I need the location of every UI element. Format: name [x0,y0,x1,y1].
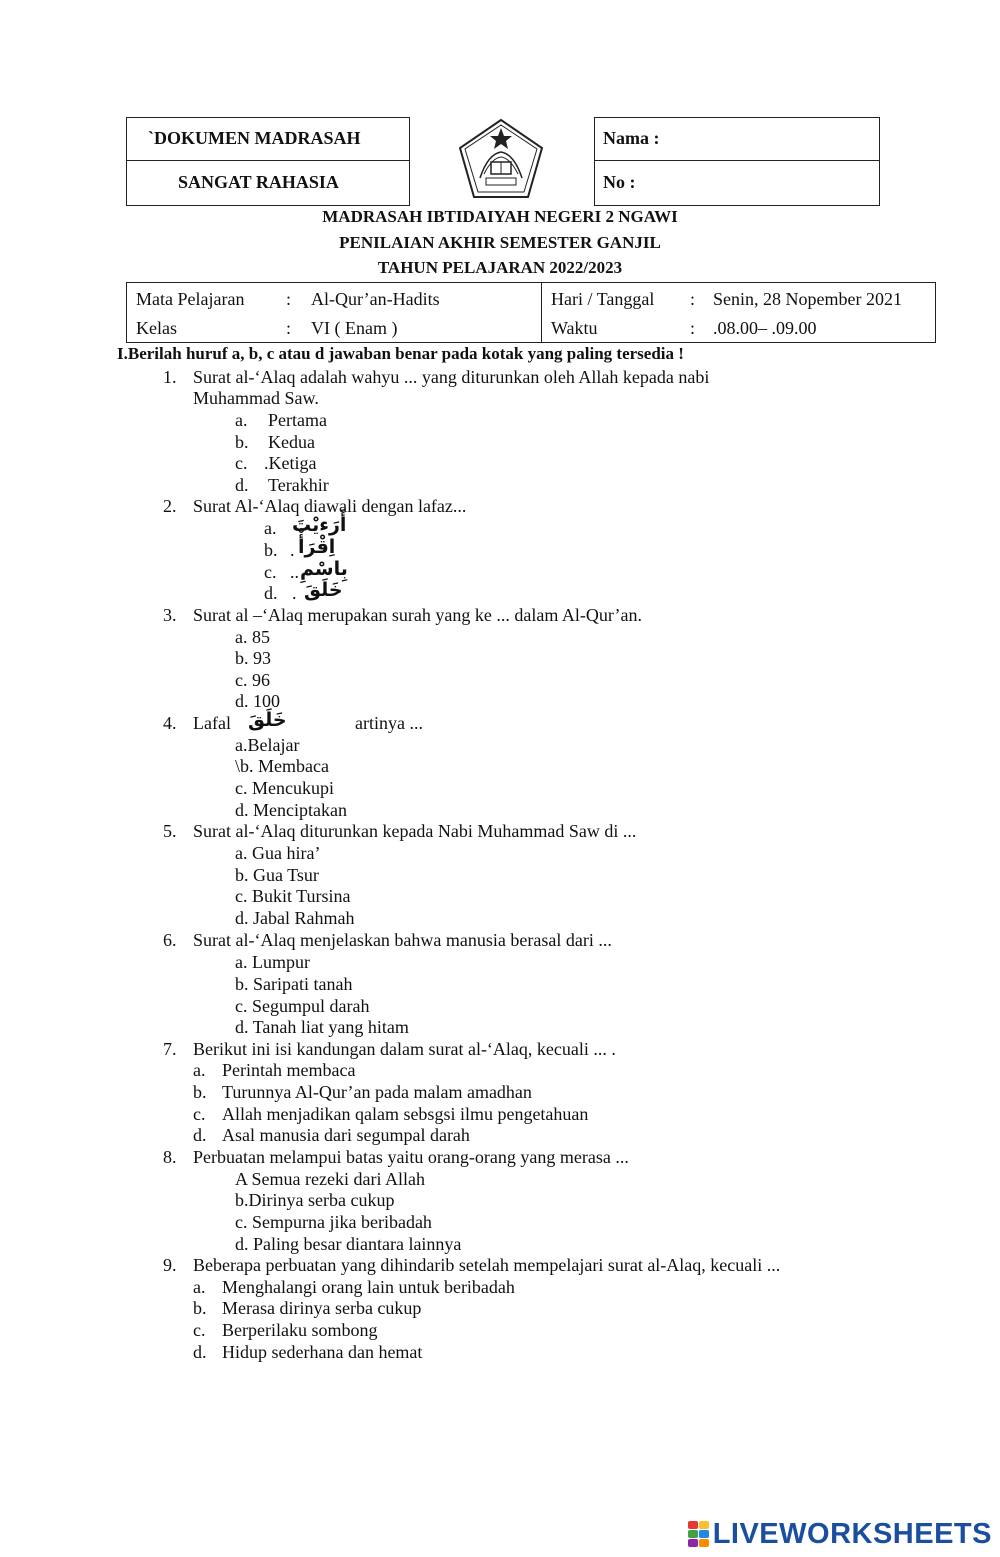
instruction: I.Berilah huruf a, b, c atau d jawaban benar pada kotak yang paling tersedia ! [117,344,684,363]
waktu-value: .08.00– .09.00 [713,318,817,338]
name-field-label: Nama : [603,128,660,148]
question-number: 2. [163,496,177,516]
option: \b. Membaca [235,756,329,776]
liveworksheets-text: LIVEWORKSHEETS [712,1517,992,1550]
option-text: Allah menjadikan qalam sebsgsi ilmu pengetahuan [222,1104,589,1124]
header-right-bottom-box [594,160,880,206]
question-text: Surat Al-‘Alaq diawali dengan lafaz... [193,496,467,516]
option-text: Asal manusia dari segumpal darah [222,1125,470,1145]
option: b.Dirinya serba cukup [235,1190,395,1210]
kelas-colon: : [286,318,292,338]
option-letter: a. [193,1277,206,1297]
option-arabic: بِاسْمِ [300,558,348,580]
option-letter: d. [193,1125,207,1145]
question-text: Muhammad Saw. [193,388,319,408]
number-field-label: No : [603,172,636,192]
document-label: `DOKUMEN MADRASAH [148,128,361,148]
liveworksheets-watermark[interactable] [688,1518,992,1550]
option: a. Gua hira’ [235,843,321,863]
question-text: Lafal [193,713,231,733]
option-text: Perintah membaca [222,1060,356,1080]
option-text: Kedua [268,432,315,452]
question-text: Surat al –‘Alaq merupakan surah yang ke ... dalam Al-Qur’an. [193,605,643,625]
exam-title: PENILAIAN AKHIR SEMESTER GANJIL [339,233,661,252]
option: d. Menciptakan [235,800,347,820]
question-number: 5. [163,821,177,841]
option: A Semua rezeki dari Allah [235,1169,425,1189]
mapel-value: Al-Qur’an-Hadits [311,289,440,309]
option-letter: a. [235,410,248,430]
option-text: Berperilaku sombong [222,1320,378,1340]
option-text: Hidup sederhana dan hemat [222,1342,423,1362]
option: b. Saripati tanah [235,974,353,994]
question-text: Surat al-‘Alaq diturunkan kepada Nabi Muhammad Saw di ... [193,821,637,841]
option-text: Merasa dirinya serba cukup [222,1298,422,1318]
option: b. Gua Tsur [235,865,319,885]
question-number: 6. [163,930,177,950]
question-number: 4. [163,713,177,733]
option: d. Paling besar diantara lainnya [235,1234,462,1254]
option-letter: a. [264,518,277,538]
school-title: MADRASAH IBTIDAIYAH NEGERI 2 NGAWI [322,207,678,226]
option-letter: c. [193,1104,206,1124]
option-letter: b. [264,540,278,560]
option: d. 100 [235,691,280,711]
waktu-label: Waktu [551,318,598,338]
option-letter: c. [193,1320,206,1340]
option: c. Mencukupi [235,778,334,798]
option: c. 96 [235,670,270,690]
option: a. 85 [235,627,270,647]
kemenag-emblem-icon [458,118,544,200]
option-text: Pertama [268,410,327,430]
option-text: Turunnya Al-Qur’an pada malam amadhan [222,1082,532,1102]
option: c. Bukit Tursina [235,886,351,906]
hari-label: Hari / Tanggal [551,289,655,309]
question-text: Surat al-‘Alaq adalah wahyu ... yang diturunkan oleh Allah kepada nabi [193,367,710,387]
option: b. 93 [235,648,271,668]
option: c. Sempurna jika beribadah [235,1212,432,1232]
option-letter: c. [235,453,248,473]
option-letter: c. [264,562,277,582]
option-letter: b. [193,1082,207,1102]
option-arabic: خَلَقَ [304,579,343,601]
question-text: Berikut ini isi kandungan dalam surat al-‘Alaq, kecuali ... . [193,1039,616,1059]
option-letter: d. [264,583,278,603]
year-title: TAHUN PELAJARAN 2022/2023 [377,258,623,277]
question-number: 9. [163,1255,177,1275]
option: a.Belajar [235,735,300,755]
liveworksheets-logo-icon [688,1521,709,1547]
hari-colon: : [690,289,696,309]
question-text: Perbuatan melampui batas yaitu orang-orang yang merasa ... [193,1147,629,1167]
option-letter: a. [193,1060,206,1080]
option-letter: d. [235,475,249,495]
option-text: . [292,583,297,603]
question-number: 3. [163,605,177,625]
secret-label: SANGAT RAHASIA [178,172,339,192]
kelas-value: VI ( Enam ) [311,318,398,338]
option-text: .. [290,562,299,582]
question-text: Surat al-‘Alaq menjelaskan bahwa manusia berasal dari ... [193,930,612,950]
option-letter: b. [193,1298,207,1318]
option: c. Segumpul darah [235,996,370,1016]
mapel-colon: : [286,289,292,309]
hari-value: Senin, 28 Nopember 2021 [713,289,902,309]
option-letter: d. [193,1342,207,1362]
option-letter: b. [235,432,249,452]
option: d. Tanah liat yang hitam [235,1017,409,1037]
option-arabic: أَرَءيْتَ [292,514,347,536]
mapel-label: Mata Pelajaran [136,289,245,309]
question-text: artinya ... [355,713,423,733]
question-text: Beberapa perbuatan yang dihindarib setelah mempelajari surat al-Alaq, kecuali ... [193,1255,781,1275]
waktu-colon: : [690,318,696,338]
option-text: Terakhir [268,475,329,495]
option: d. Jabal Rahmah [235,908,355,928]
option: a. Lumpur [235,952,310,972]
option-text: Menghalangi orang lain untuk beribadah [222,1277,515,1297]
option-text: .Ketiga [264,453,317,473]
question-number: 1. [163,367,177,387]
info-table-divider [541,282,542,343]
kelas-label: Kelas [136,318,177,338]
question-number: 8. [163,1147,177,1167]
option-text: . [290,540,295,560]
question-number: 7. [163,1039,177,1059]
option-arabic: اِقْرَأْ [298,536,336,558]
question-arabic: خَلَقَ [248,709,287,731]
